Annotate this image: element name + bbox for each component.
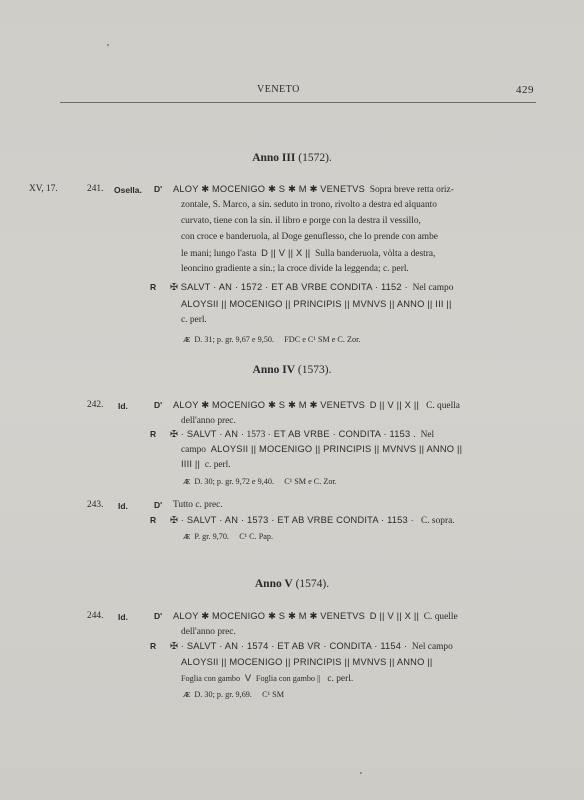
reverse-marker: R	[150, 429, 157, 439]
entry-line: dell'anno prec.	[181, 627, 236, 637]
entry-line: Foglia con gambo V Foglia con gambo || c. perl.	[181, 673, 354, 684]
entry-line: ✠ · SALVT · AN · 1574 · ET AB VR · CONDITA · 1154 · Nel campo	[170, 641, 453, 652]
entry-line: ✠ · SALVT · AN · 1573 · ET AB VRBE CONDITA · 1153 · C. sopra.	[170, 515, 455, 526]
metrology-line: Æ D. 30; p. gr. 9,69. C¹ SM	[183, 690, 284, 699]
reverse-marker: R	[150, 515, 157, 525]
obverse-marker: D'	[154, 500, 163, 510]
entry-line: ALOY ✱ MOCENIGO ✱ S ✱ M ✱ VENETVS D || V || X || C. quelle	[173, 611, 458, 622]
entry-line: curvato, tiene con la sin. il libro e porge con la destra il vessillo,	[181, 216, 421, 226]
section-heading-anno-iii: Anno III (1572).	[252, 152, 332, 164]
entry-line: ALOYSII || MOCENIGO || PRINCIPIS || MVNVS || ANNO ||	[181, 657, 433, 667]
entry-line: c. perl.	[181, 315, 207, 325]
obverse-marker: D'	[154, 184, 163, 194]
entry-line: IIII || c. perl.	[181, 459, 231, 470]
entry-line: ALOY ✱ MOCENIGO ✱ S ✱ M ✱ VENETVS D || V || X || C. quella	[173, 400, 460, 411]
metrology-line: Æ D. 31; p. gr. 9,67 e 9,50. FDC e C¹ SM e C. Zor.	[183, 335, 361, 344]
entry-line: campo ALOYSII || MOCENIGO || PRINCIPIS || MVNVS || ANNO ||	[181, 444, 463, 455]
entry-number: 243.	[87, 500, 104, 510]
entry-line: leoncino gradiente a sin.; la croce divide la leggenda; c. perl.	[181, 264, 409, 274]
denomination: Id.	[118, 401, 128, 411]
obverse-marker: D'	[154, 611, 163, 621]
denomination: Osella.	[114, 185, 142, 195]
section-heading-anno-iv: Anno IV (1573).	[252, 364, 332, 376]
entry-number: 241.	[87, 184, 104, 194]
entry-line: zontale, S. Marco, a sin. seduto in trono, rivolto a destra ed alquanto	[181, 200, 437, 210]
paper-speck	[360, 772, 362, 774]
obverse-marker: D'	[154, 400, 163, 410]
plate-reference: XV, 17.	[29, 184, 58, 194]
running-header-title: VENETO	[257, 84, 300, 95]
entry-number: 242.	[87, 400, 104, 410]
entry-line: Tutto c. prec.	[173, 500, 223, 510]
metrology-line: Æ D. 30; p. gr. 9,72 e 9,40. C¹ SM e C. Zor.	[183, 477, 337, 486]
entry-line: dell'anno prec.	[181, 416, 236, 426]
entry-line: ✠ SALVT · AN · 1572 · ET AB VRBE CONDITA · 1152 · Nel campo	[170, 282, 454, 293]
entry-line: ALOYSII || MOCENIGO || PRINCIPIS || MVNVS || ANNO || III ||	[181, 299, 452, 309]
denomination: Id.	[118, 612, 128, 622]
entry-line: ✠ · SALVT · AN · 1573 · ET AB VRBE · CONDITA · 1153 . Nel	[170, 429, 435, 440]
page-number: 429	[516, 84, 534, 96]
header-rule	[60, 102, 536, 103]
denomination: Id.	[118, 501, 128, 511]
reverse-marker: R	[150, 282, 157, 292]
entry-number: 244.	[87, 611, 104, 621]
paper-speck	[107, 44, 109, 46]
entry-line: con croce e banderuola, al Doge genuflesso, che lo prende con ambe	[181, 232, 438, 242]
metrology-line: Æ P. gr. 9,70. C¹ C. Pap.	[183, 532, 274, 541]
entry-line: le mani; lungo l'asta D || V || X || Sulla banderuola, vòlta a destra,	[181, 248, 436, 259]
reverse-marker: R	[150, 641, 157, 651]
section-heading-anno-v: Anno V (1574).	[254, 578, 330, 590]
entry-line: ALOY ✱ MOCENIGO ✱ S ✱ M ✱ VENETVS Sopra breve retta oriz-	[173, 184, 454, 195]
